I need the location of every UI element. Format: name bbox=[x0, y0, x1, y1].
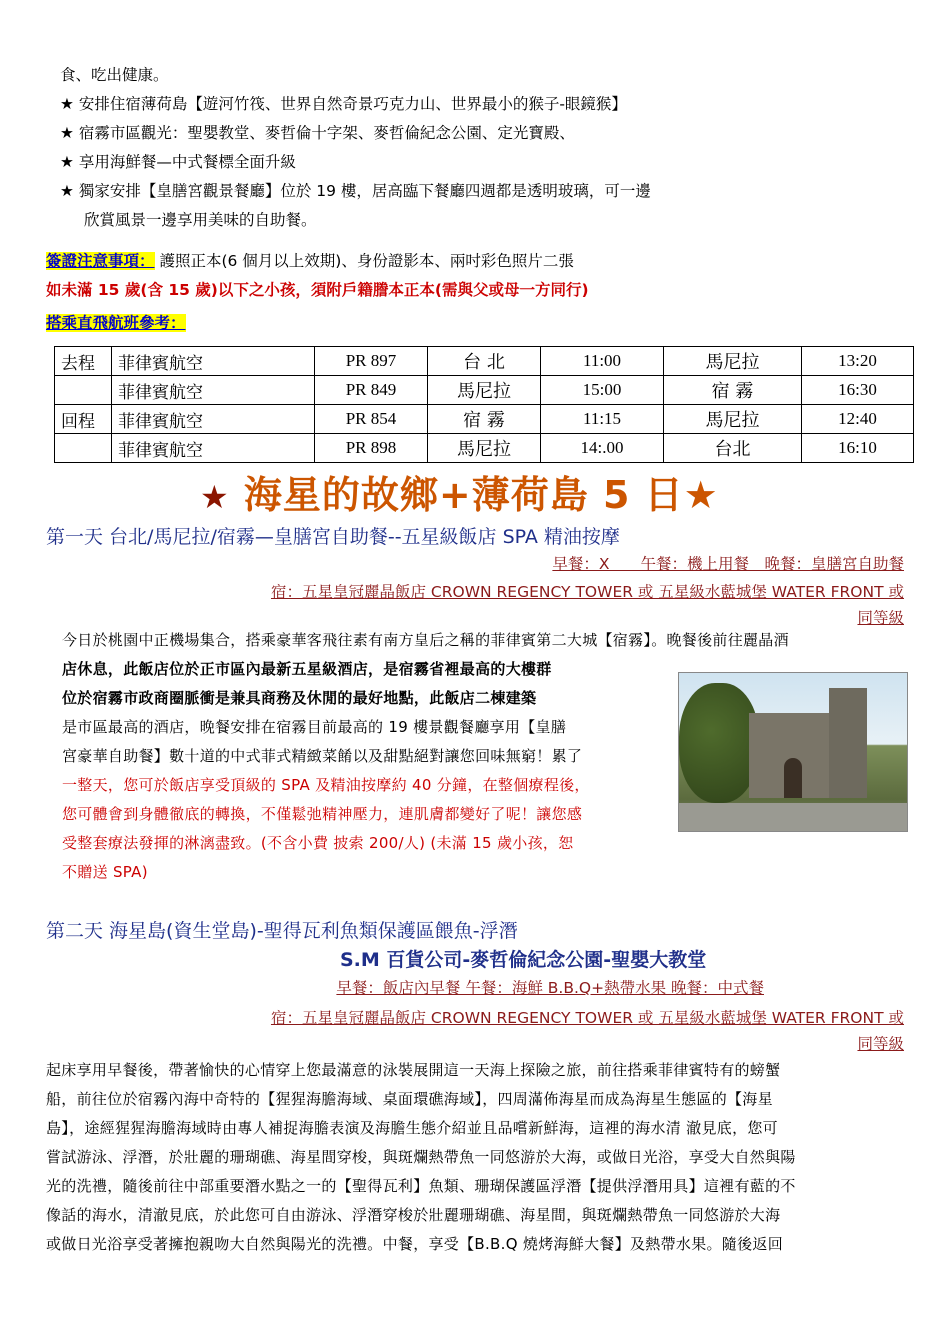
intro-line: ★ 宿霧市區觀光：聖嬰教堂、麥哲倫十字架、麥哲倫紀念公園、定光寶殿、 bbox=[60, 124, 575, 142]
table-row bbox=[55, 434, 914, 463]
airline-cell: 菲律賓航空 bbox=[112, 347, 315, 376]
tour-title bbox=[200, 464, 719, 519]
origin-cell: 馬尼拉 bbox=[428, 434, 541, 463]
flight-code-cell: PR 898 bbox=[315, 434, 428, 463]
day2-line: 光的洗禮，隨後前往中部重要潛水點之一的【聖得瓦利】魚類、珊瑚保護區浮潛【提供浮潛用具】這裡有藍的不 bbox=[46, 1177, 796, 1195]
day1-line: 您可體會到身體徹底的轉換，不僅鬆弛精神壓力，連肌膚都變好了呢！讓您感 bbox=[62, 805, 583, 823]
day1-line: 宮豪華自助餐】數十道的中式菲式精緻菜餚以及甜點絕對讓您回味無窮！累了 bbox=[62, 747, 583, 765]
arrival-cell: 16:10 bbox=[802, 434, 914, 463]
visa-notice bbox=[46, 250, 574, 272]
flight-code-cell: PR 849 bbox=[315, 376, 428, 405]
leg-cell: 回程 bbox=[55, 405, 112, 434]
day1-line: 是市區最高的酒店，晚餐安排在宿霧目前最高的 19 樓景觀餐廳享用【皇膳 bbox=[62, 718, 567, 736]
destination-cell: 台北 bbox=[664, 434, 802, 463]
flight-code-cell: PR 854 bbox=[315, 405, 428, 434]
day1-hotel: 宿：五星皇冠麗晶飯店 CROWN REGENCY TOWER 或 五星級水藍城堡 WATER FRONT 或 bbox=[270, 583, 904, 601]
day2-line: 像話的海水，清澈見底，於此您可自由游泳、浮潛穿梭於壯麗珊瑚礁、海星間，與斑爛熱帶魚一同悠游於大海 bbox=[46, 1206, 781, 1224]
origin-cell: 宿 霧 bbox=[428, 405, 541, 434]
departure-cell: 15:00 bbox=[541, 376, 664, 405]
day2-line: 嘗試游泳、浮潛，於壯麗的珊瑚礁、海星間穿梭，與斑爛熱帶魚一同悠游於大海，或做日光浴，享受大自然與陽 bbox=[46, 1148, 796, 1166]
departure-cell: 14:.00 bbox=[541, 434, 664, 463]
leg-cell bbox=[55, 376, 112, 405]
day1-line: 不贈送 SPA) bbox=[62, 863, 148, 881]
origin-cell: 台 北 bbox=[428, 347, 541, 376]
day2-heading-sub: S.M 百貨公司-麥哲倫紀念公園-聖嬰大教堂 bbox=[340, 949, 707, 971]
star-icon: ★ bbox=[200, 478, 230, 516]
table-row bbox=[55, 376, 914, 405]
visa-text: 護照正本(6 個月以上效期)、身份證影本、兩吋彩色照片二張 bbox=[159, 252, 574, 270]
church-photo bbox=[678, 672, 908, 832]
day1-hotel-alt: 同等級 bbox=[857, 609, 904, 627]
airline-cell: 菲律賓航空 bbox=[112, 376, 315, 405]
leg-cell: 去程 bbox=[55, 347, 112, 376]
day1-line: 一整天，您可於飯店享受頂級的 SPA 及精油按摩約 40 分鐘，在整個療程後， bbox=[62, 776, 590, 794]
arrival-cell: 13:20 bbox=[802, 347, 914, 376]
day2-line: 島】，途經猩猩海膽海域時由專人補捉海膽表演及海膽生態介紹並且品嚐新鮮海，這裡的海水清 澈見底，您可 bbox=[46, 1119, 778, 1137]
day1-line: 位於宿霧市政商圈脈衝是兼具商務及休閒的最好地點，此飯店二棟建築 bbox=[62, 689, 537, 707]
day2-meals: 早餐：飯店內早餐 午餐：海鮮 B.B.Q+熱帶水果 晚餐：中式餐 bbox=[336, 979, 764, 997]
airline-cell: 菲律賓航空 bbox=[112, 434, 315, 463]
flight-label-line bbox=[46, 312, 186, 334]
flight-table bbox=[54, 346, 914, 463]
day2-hotel-alt: 同等級 bbox=[857, 1035, 904, 1053]
leg-cell bbox=[55, 434, 112, 463]
intro-line: 欣賞風景一邊享用美味的自助餐。 bbox=[84, 211, 317, 229]
table-row bbox=[55, 347, 914, 376]
day1-meals: 早餐：X 午餐：機上用餐 晚餐：皇膳宮自助餐 bbox=[552, 555, 904, 573]
destination-cell: 馬尼拉 bbox=[664, 405, 802, 434]
day2-line: 起床享用早餐後，帶著愉快的心情穿上您最滿意的泳裝展開這一天海上探險之旅，前往搭乘菲律賓特有的螃蟹 bbox=[46, 1061, 781, 1079]
departure-cell: 11:15 bbox=[541, 405, 664, 434]
flight-label: 搭乘直飛航班參考： bbox=[46, 314, 186, 332]
arrival-cell: 16:30 bbox=[802, 376, 914, 405]
origin-cell: 馬尼拉 bbox=[428, 376, 541, 405]
visa-label: 簽證注意事項： bbox=[46, 252, 155, 270]
table-row bbox=[55, 405, 914, 434]
arrival-cell: 12:40 bbox=[802, 405, 914, 434]
airline-cell: 菲律賓航空 bbox=[112, 405, 315, 434]
intro-line: ★ 安排住宿薄荷島【遊河竹筏、世界自然奇景巧克力山、世界最小的猴子-眼鏡猴】 bbox=[60, 95, 627, 113]
departure-cell: 11:00 bbox=[541, 347, 664, 376]
day2-hotel: 宿：五星皇冠麗晶飯店 CROWN REGENCY TOWER 或 五星級水藍城堡 WATER FRONT 或 bbox=[270, 1009, 904, 1027]
flight-code-cell: PR 897 bbox=[315, 347, 428, 376]
day1-heading: 第一天 台北/馬尼拉/宿霧—皇膳宮自助餐--五星級飯店 SPA 精油按摩 bbox=[46, 526, 620, 548]
tour-title-text: 海星的故鄉+薄荷島 5 日 bbox=[243, 473, 684, 517]
day1-line: 受整套療法發揮的淋漓盡致。(不含小費 披索 200/人) (未滿 15 歲小孩，恕 bbox=[62, 834, 574, 852]
destination-cell: 宿 霧 bbox=[664, 376, 802, 405]
intro-line: 食、吃出健康。 bbox=[60, 66, 169, 84]
intro-line: ★ 獨家安排【皇膳宮觀景餐廳】位於 19 樓，居高臨下餐廳四週都是透明玻璃，可一邊 bbox=[60, 182, 651, 200]
minor-note: 如未滿 15 歲(含 15 歲)以下之小孩，須附戶籍謄本正本(需與父或母一方同行) bbox=[46, 281, 589, 299]
star-icon: ★ bbox=[683, 473, 719, 517]
destination-cell: 馬尼拉 bbox=[664, 347, 802, 376]
day1-line: 店休息，此飯店位於正市區內最新五星級酒店，是宿霧省裡最高的大樓群 bbox=[62, 660, 552, 678]
day2-line: 或做日光浴享受著擁抱親吻大自然與陽光的洗禮。中餐，享受【B.B.Q 燒烤海鮮大餐】及熱帶水果。隨後返回 bbox=[46, 1235, 783, 1253]
day2-heading: 第二天 海星島(資生堂島)-聖得瓦利魚類保護區餵魚-浮潛 bbox=[46, 920, 518, 942]
intro-line: ★ 享用海鮮餐—中式餐標全面升級 bbox=[60, 153, 296, 171]
day1-line: 今日於桃園中正機場集合，搭乘豪華客飛往素有南方皇后之稱的菲律賓第二大城【宿霧】。晚餐後前往麗晶酒 bbox=[62, 631, 789, 649]
day2-line: 船，前往位於宿霧內海中奇特的【猩猩海膽海域、桌面環礁海域】，四周滿佈海星而成為海星生態區的【海星 bbox=[46, 1090, 773, 1108]
